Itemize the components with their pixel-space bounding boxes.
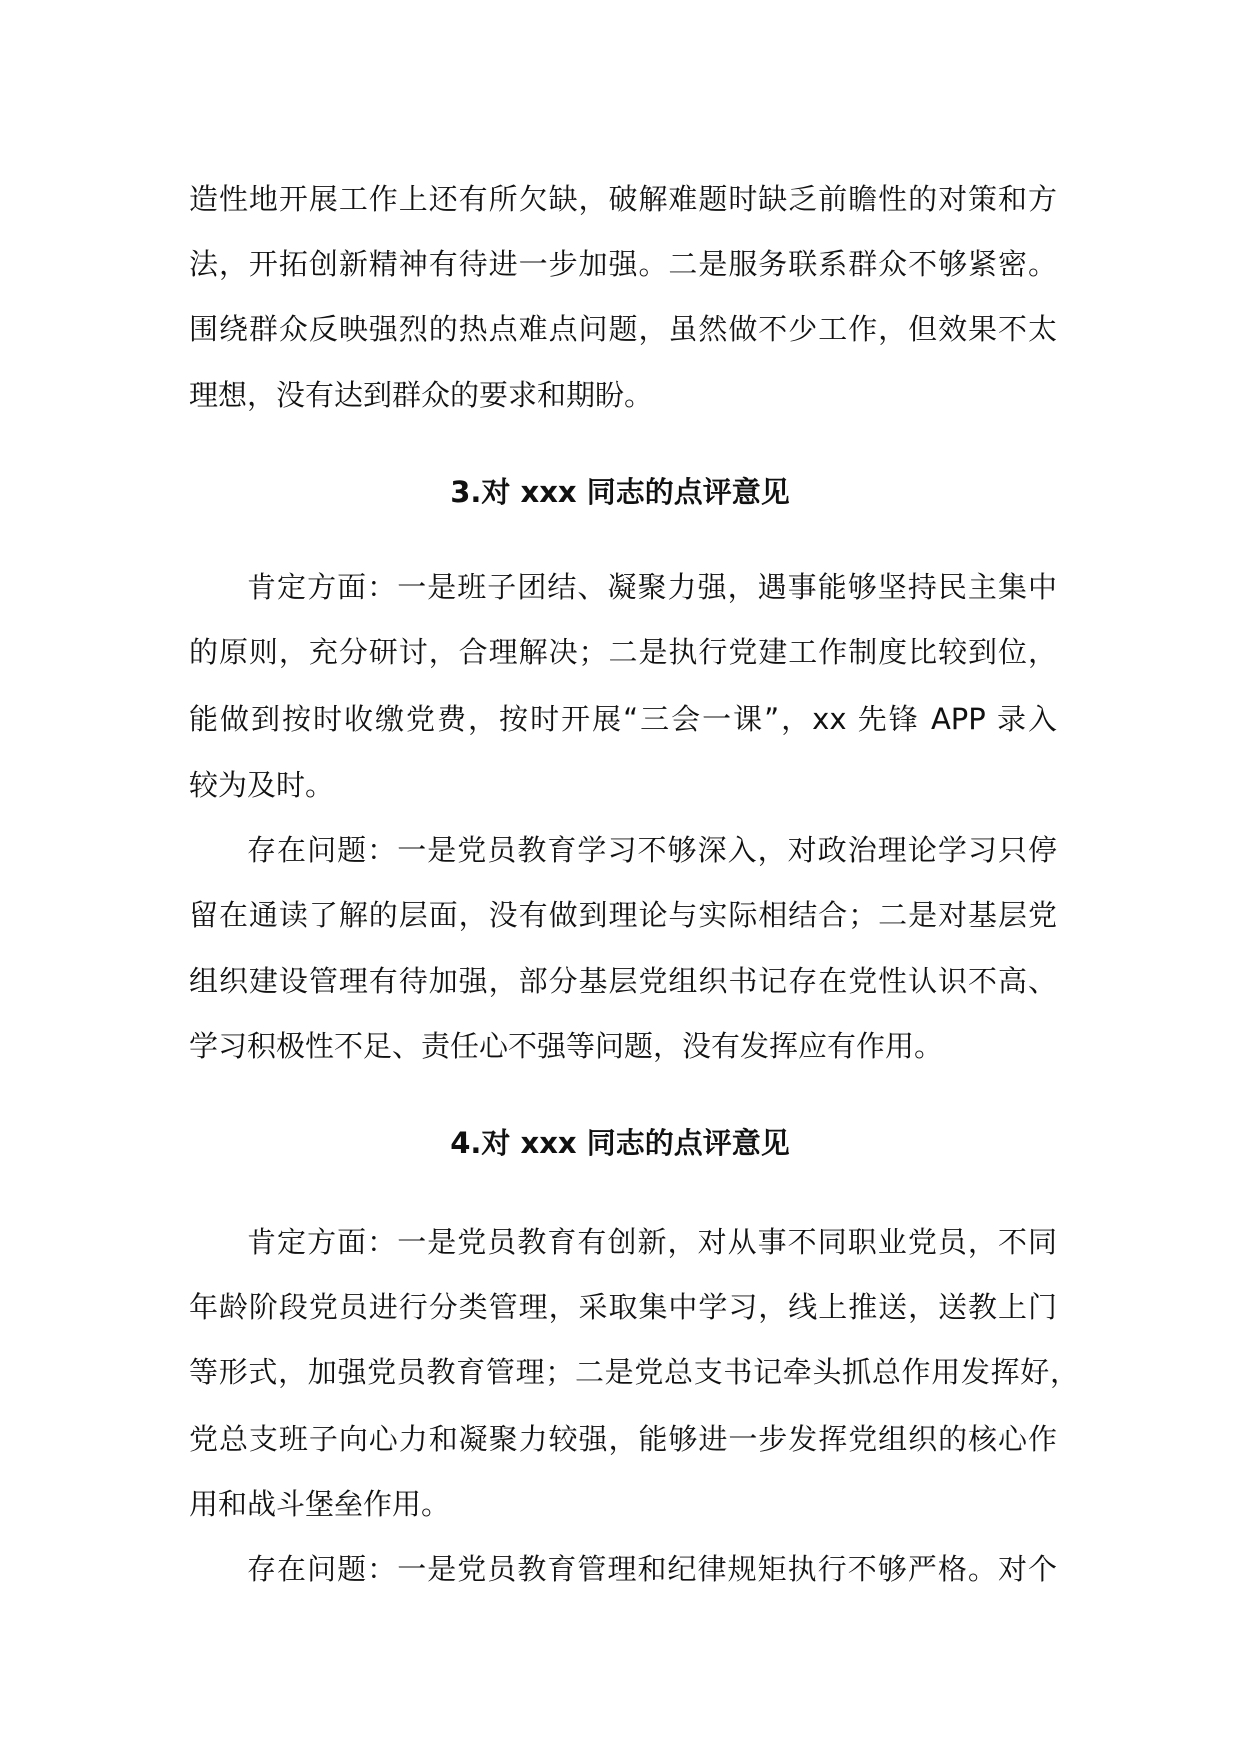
text-line: 较为及时。: [189, 768, 335, 802]
text-line: 留在通读了解的层面，没有做到理论与实际相结合；二是对基层党: [189, 898, 1057, 932]
text-line: 造性地开展工作上还有所欠缺，破解难题时缺乏前瞻性的对策和方: [189, 182, 1057, 216]
text-line: 肯定方面：一是党员教育有创新，对从事不同职业党员，不同: [247, 1225, 1057, 1259]
text-line: 年龄阶段党员进行分类管理，采取集中学习，线上推送，送教上门: [189, 1290, 1057, 1324]
text-line: 存在问题：一是党员教育学习不够深入，对政治理论学习只停: [247, 833, 1057, 867]
text-line: 能做到按时收缴党费，按时开展“三会一课”，xx 先锋 APP 录入: [189, 702, 1057, 736]
text-line: 法，开拓创新精神有待进一步加强。二是服务联系群众不够紧密。: [189, 247, 1057, 281]
text-line: 组织建设管理有待加强，部分基层党组织书记存在党性认识不高、: [189, 964, 1057, 998]
section-3-heading: 3.对 xxx 同志的点评意见: [450, 475, 790, 509]
text-line: 党总支班子向心力和凝聚力较强，能够进一步发挥党组织的核心作: [189, 1422, 1057, 1456]
text-line: 等形式，加强党员教育管理；二是党总支书记牵头抓总作用发挥好，: [189, 1355, 1079, 1389]
text-line: 理想，没有达到群众的要求和期盼。: [189, 378, 654, 412]
text-line: 围绕群众反映强烈的热点难点问题，虽然做不少工作，但效果不太: [189, 312, 1057, 346]
section-4-heading: 4.对 xxx 同志的点评意见: [450, 1126, 790, 1160]
text-line: 存在问题：一是党员教育管理和纪律规矩执行不够严格。对个: [247, 1552, 1057, 1586]
text-line: 学习积极性不足、责任心不强等问题，没有发挥应有作用。: [189, 1029, 944, 1063]
text-line: 用和战斗堡垒作用。: [189, 1487, 451, 1521]
text-line: 的原则，充分研讨，合理解决；二是执行党建工作制度比较到位，: [189, 635, 1057, 669]
text-line: 肯定方面：一是班子团结、凝聚力强，遇事能够坚持民主集中: [247, 570, 1057, 604]
